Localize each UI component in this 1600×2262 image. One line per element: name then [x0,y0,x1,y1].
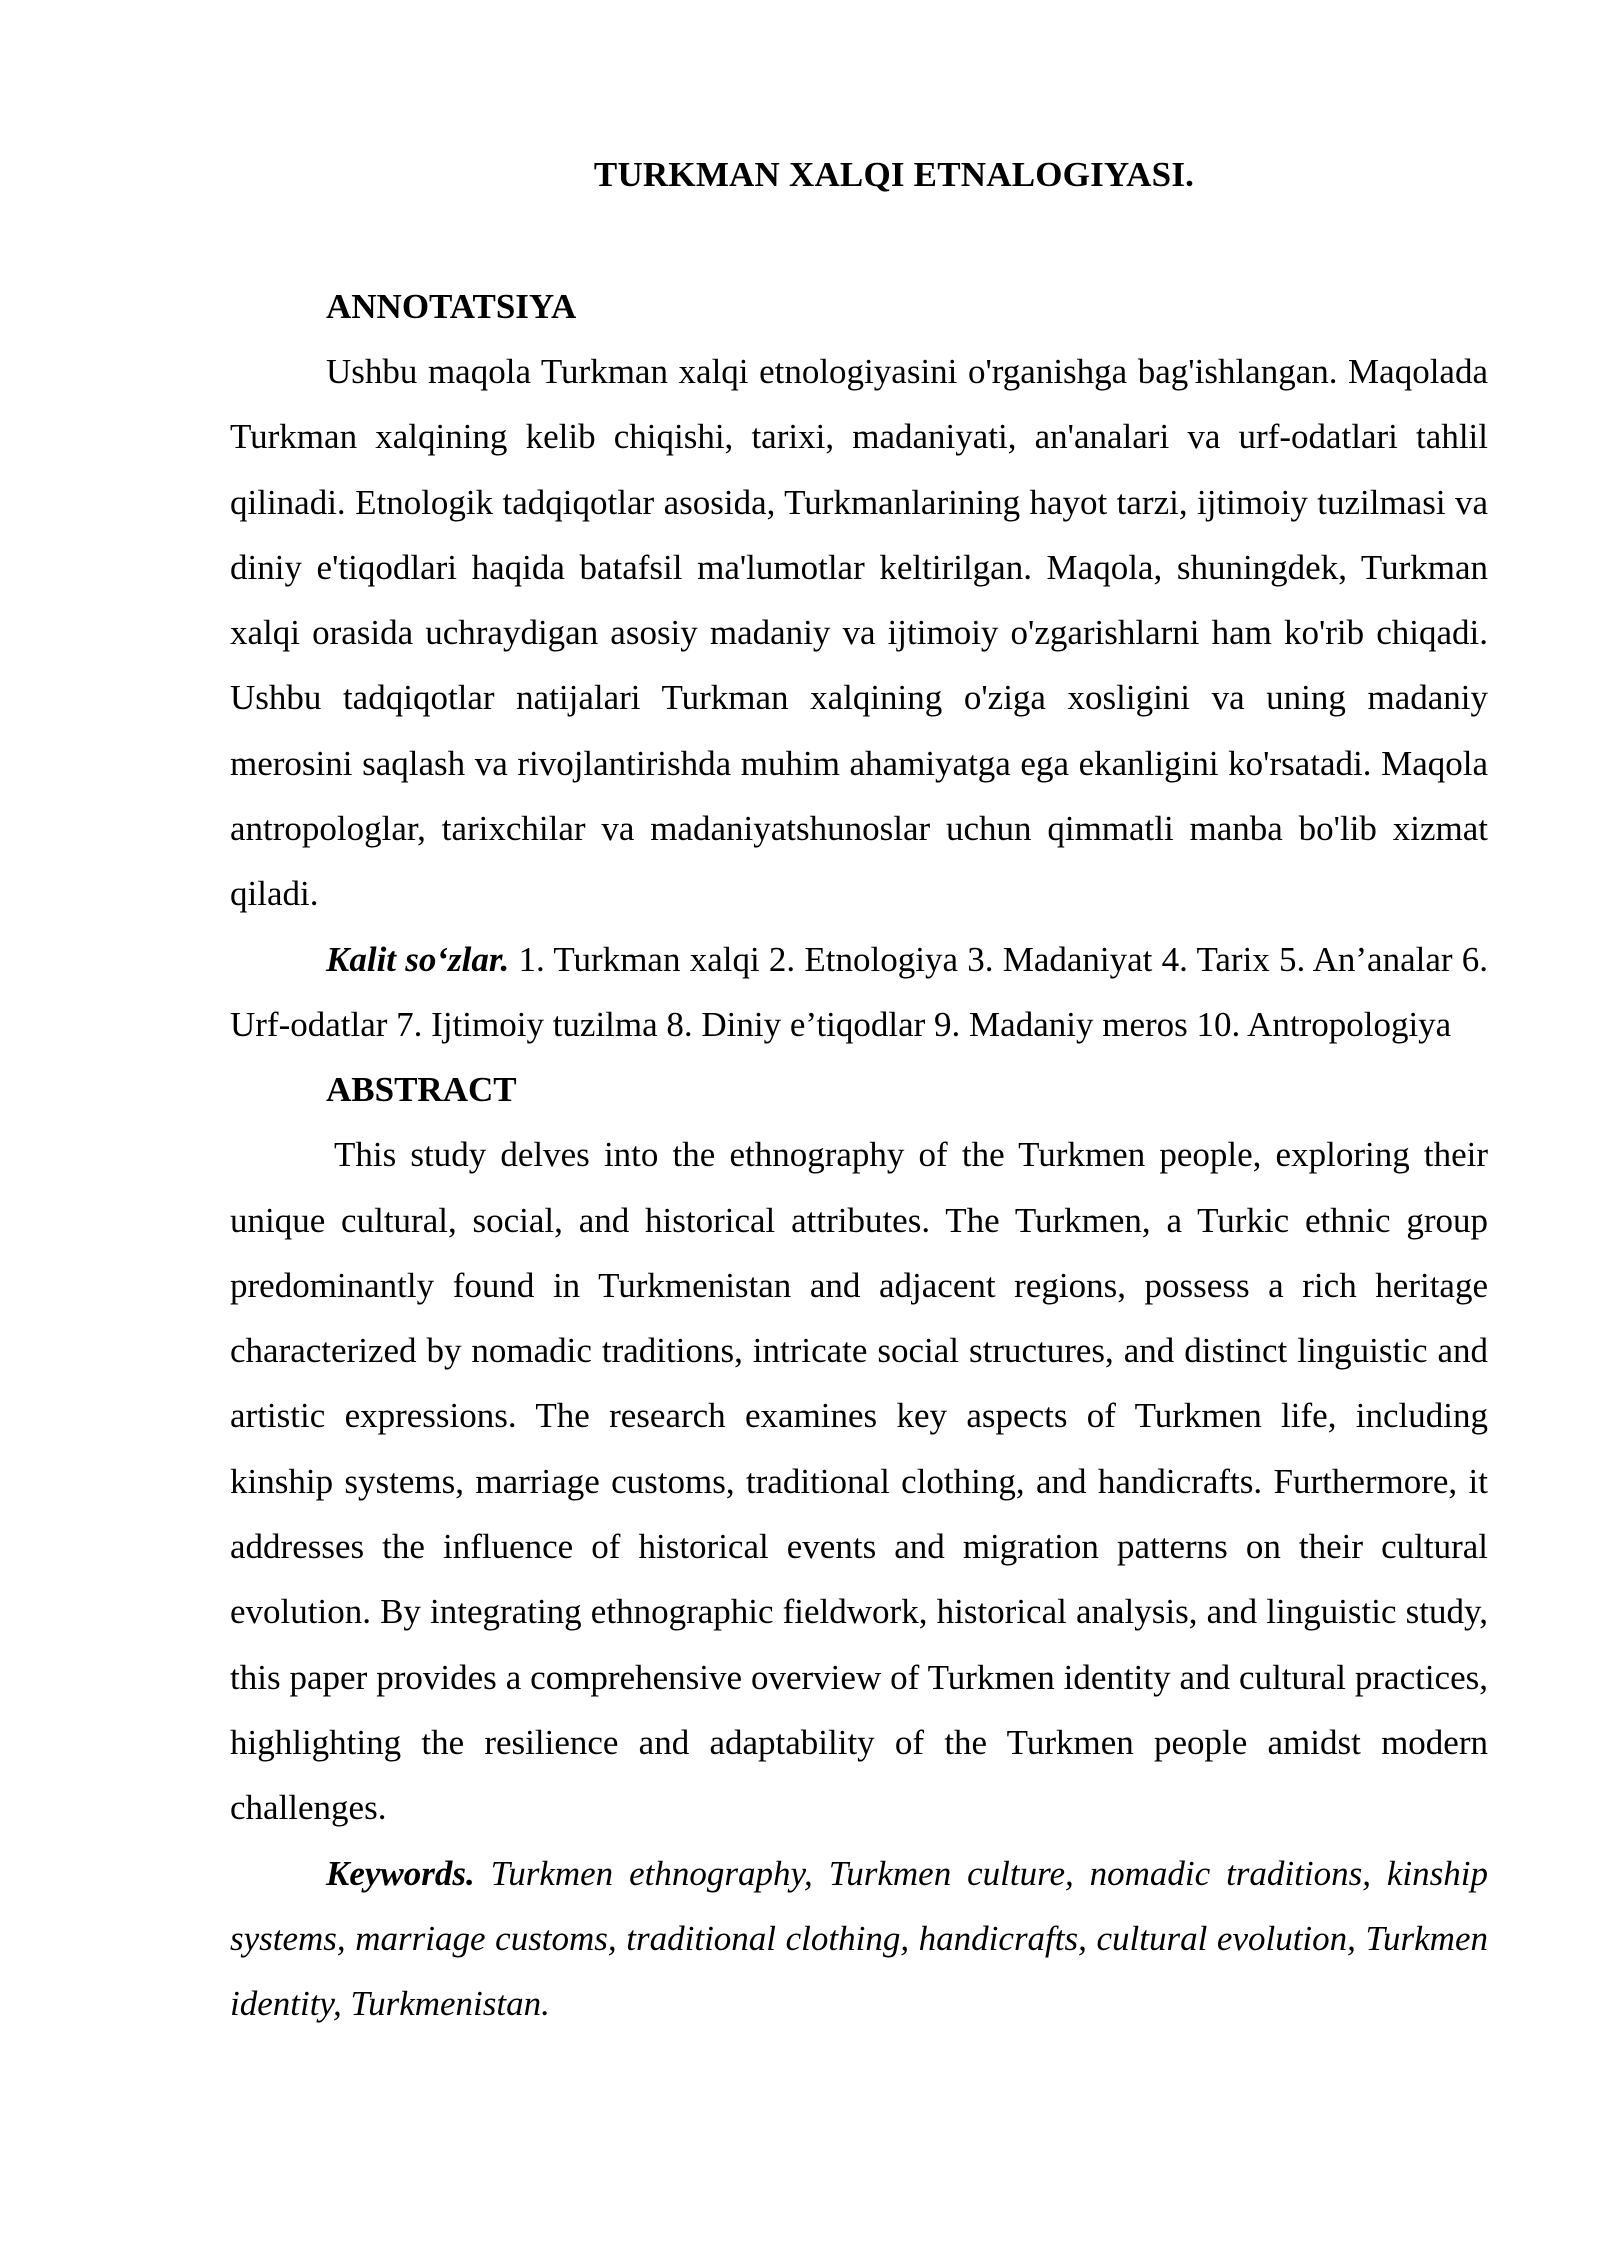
annotation-keywords [230,927,1488,1058]
annotation-keywords-label: Kalit so‘zlar. [326,939,510,979]
abstract-paragraph: This study delves into the ethnography of the Turkmen people, exploring their unique cultural, social, and historical attributes. The Turkmen, a Turkic ethnic group predominantly found in Turkmenistan and adjacent regions, possess a rich heritage characterized by nomadic traditions, intricate social structures, and distinct linguistic and artistic expressions. The research examines key aspects of Turkmen life, including kinship systems, marriage customs, traditional clothing, and handicrafts. Furthermore, it addresses the influence of historical events and migration patterns on their cultural evolution. By integrating ethnographic fieldwork, historical analysis, and linguistic study, this paper provides a comprehensive overview of Turkmen identity and cultural practices, highlighting the resilience and adaptability of the Turkmen people amidst modern challenges. [230,1135,1488,1828]
abstract-keywords-text: Turkmen ethnography, Turkmen culture, nomadic traditions, kinship systems, marriage customs, traditional clothing, handicrafts, cultural evolution, Turkmen identity, Turkmenistan. [230,1853,1488,2024]
annotation-keywords-text: 1. Turkman xalqi 2. Etnologiya 3. Madaniyat 4. Tarix 5. An’analar 6. Urf-odatlar 7. Ijtimoiy tuzilma 8. Diniy e’tiqodlar 9. Madaniy meros 10. Antropologiya [230,939,1488,1044]
abstract-keywords-label: Keywords. [326,1853,475,1893]
abstract-heading: ABSTRACT [326,1070,517,1110]
annotation-paragraph: Ushbu maqola Turkman xalqi etnologiyasini o'rganishga bag'ishlangan. Maqolada Turkman xalqining kelib chiqishi, tarixi, madaniyati, an'analari va urf-odatlari tahlil qilinadi. Etnologik tadqiqotlar asosida, Turkmanlarining hayot tarzi, ijtimoiy tuzilmasi va diniy e'tiqodlari haqida batafsil ma'lumotlar keltirilgan. Maqola, shuningdek, Turkman xalqi orasida uchraydigan asosiy madaniy va ijtimoiy o'zgarishlarni ham ko'rib chiqadi. Ushbu tadqiqotlar natijalari Turkman xalqining o'ziga xosligini va uning madaniy merosini saqlash va rivojlantirishda muhim ahamiyatga ega ekanligini ko'rsatadi. Maqola antropologlar, tarixchilar va madaniyatshunoslar uchun qimmatli manba bo'lib xizmat qiladi. [230,352,1488,914]
document-content [230,150,1488,2036]
annotation-heading: ANNOTATSIYA [326,287,577,326]
page-title: TURKMAN XALQI ETNALOGIYASI. [593,155,1195,194]
abstract-keywords [230,1841,1488,2037]
